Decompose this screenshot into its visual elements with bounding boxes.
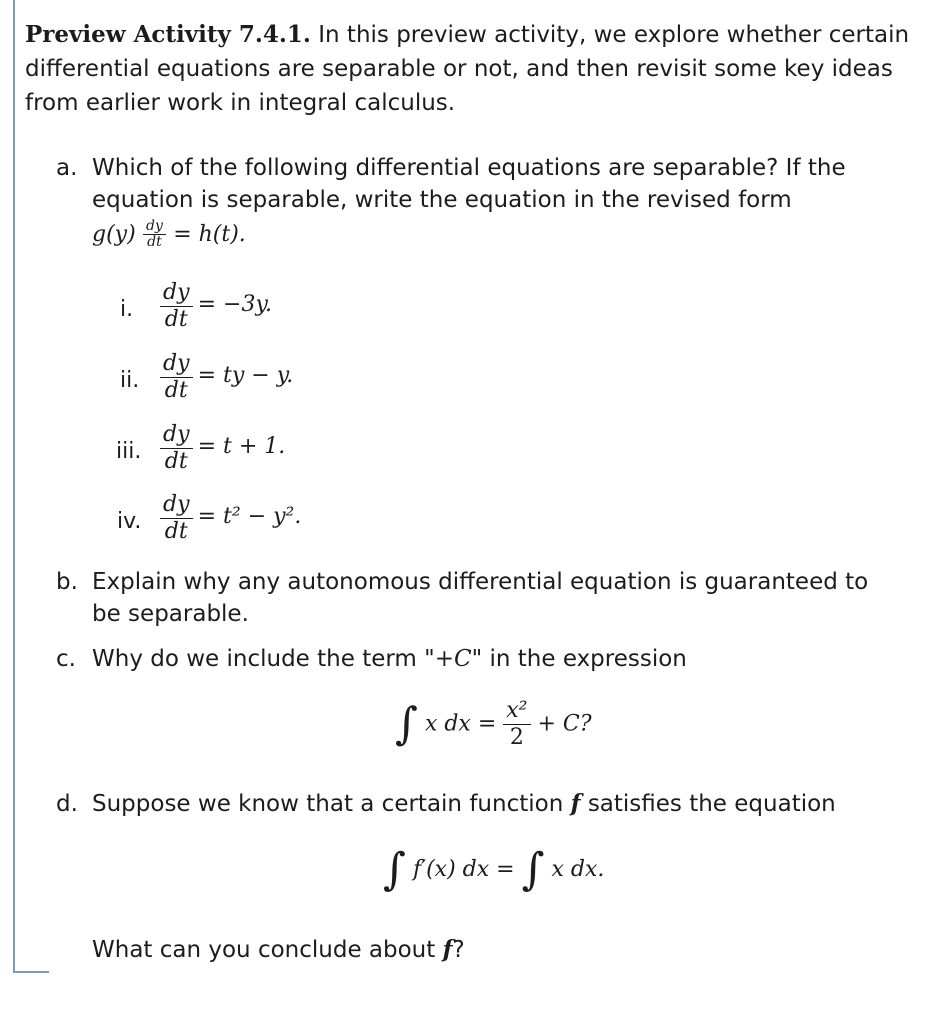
item-num: dy [160,422,193,449]
part-c-term: +C [434,646,472,672]
item-equation [160,492,301,545]
integral-sign: ∫ [395,698,418,750]
integral-sign: ∫ [383,844,406,895]
activity-title: Preview Activity 7.4.1. [25,21,311,48]
part-d-question [92,934,465,966]
revised-form-rhs: = h(t). [173,222,246,247]
item-equation [160,351,293,404]
item-rhs: = −3y. [197,292,272,317]
part-d-fn: f [570,790,581,817]
item-fraction [160,280,193,333]
item-label: i. [120,297,134,322]
revised-form-lhs: g(y) [92,222,136,247]
item-num: dy [160,492,193,519]
item-den: dt [164,519,188,544]
item-label: ii. [120,368,140,393]
part-a-label: a. [56,155,78,181]
activity-intro-text: In this preview activity, we explore whether certain differential equations are separable or not, and then revisit some key ideas from earlier work in integral calculus. [25,22,910,116]
part-c-den: 2 [509,725,524,750]
part-c-fraction [503,698,530,751]
part-d-lhs: f′(x) dx = [412,857,515,882]
item-rhs: = ty − y. [197,363,294,388]
item-equation [160,422,285,475]
part-c-integrand: x dx = [424,711,497,737]
part-b [56,566,892,630]
part-c [56,643,892,675]
part-c-label: c. [56,646,76,672]
left-border [13,0,15,972]
revised-form-fraction [143,219,166,250]
part-d-question-after: ? [452,937,465,963]
item-label: iii. [116,439,142,464]
item-fraction [160,492,193,545]
part-a-text: Which of the following differential equations are separable? If the equation is separable, write the equation in the revised form [92,155,846,213]
item-equation [160,280,272,333]
item-rhs: = t + 1. [197,434,286,459]
item-rhs: = t² − y². [197,504,302,529]
part-d-question-before: What can you conclude about [92,937,436,963]
item-label: iv. [117,509,142,534]
part-d-label: d. [56,791,78,817]
part-d-rhs: x dx. [551,857,605,882]
part-d-equation [383,844,605,895]
revised-form [92,218,892,250]
part-b-label: b. [56,569,78,595]
integral-sign: ∫ [521,844,545,895]
part-c-tail: + C? [537,711,592,737]
part-b-text: Explain why any autonomous differential equation is guaranteed to be separable. [92,569,869,627]
item-den: dt [164,307,188,332]
revised-form-den: dt [147,234,162,250]
part-a [56,152,892,250]
part-c-num: x² [503,698,530,725]
part-d-text-before: Suppose we know that a certain function [92,791,564,817]
item-den: dt [164,378,188,403]
part-c-text-before: Why do we include the term " [92,646,435,672]
part-d-question-fn: f [442,936,453,963]
revised-form-num: dy [143,219,166,235]
item-den: dt [164,449,188,474]
item-num: dy [160,351,193,378]
part-d-text-after: satisfies the equation [587,791,836,817]
activity-intro [25,18,925,120]
item-num: dy [160,280,193,307]
part-c-equation [395,698,592,751]
part-d [56,788,892,820]
bottom-border [13,971,49,973]
item-fraction [160,351,193,404]
part-c-text-after: " in the expression [471,646,687,672]
item-fraction [160,422,193,475]
